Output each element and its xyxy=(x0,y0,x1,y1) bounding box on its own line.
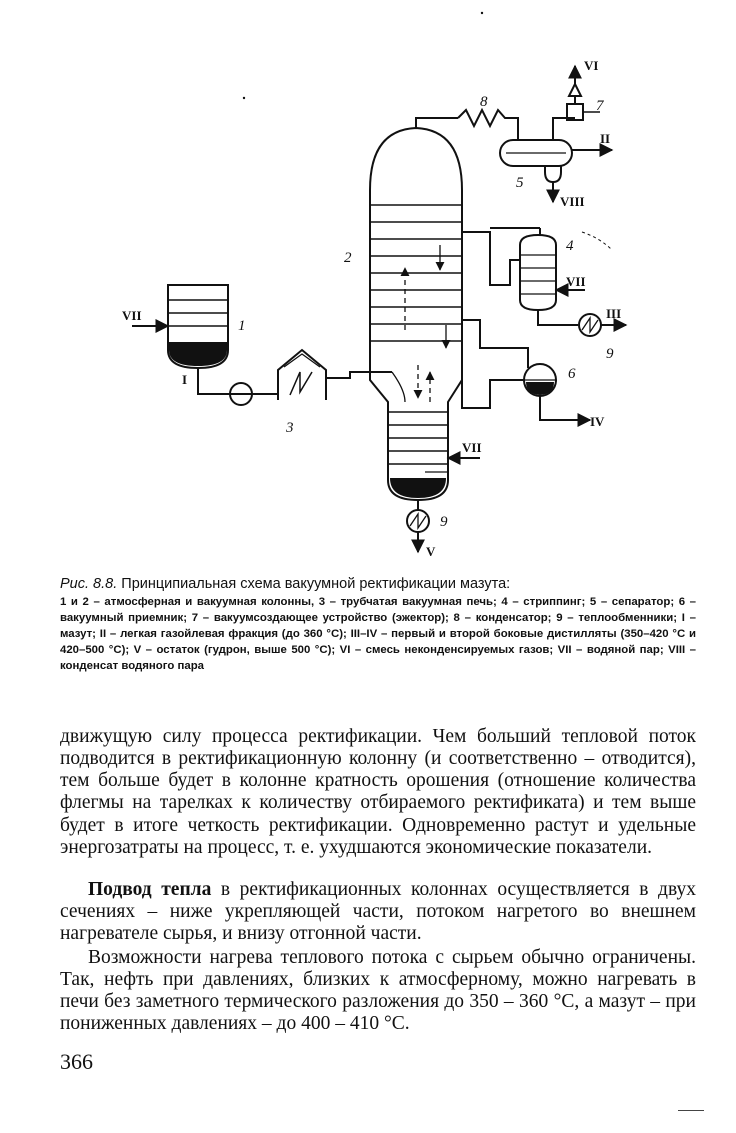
stream-VII-bottom: VII xyxy=(462,440,482,455)
label-8: 8 xyxy=(480,94,488,110)
stream-IV: IV xyxy=(590,414,605,429)
atmospheric-column xyxy=(168,285,228,368)
caption-title-line xyxy=(60,574,696,594)
stream-II: II xyxy=(600,131,611,146)
ejector xyxy=(567,66,583,120)
paragraph-2-text: в ректификационных колоннах осуществляется в двух сечениях – ниже укрепляющей части, потоком нагретого во внешнем нагревателе сырья, и внизу отгонной части. xyxy=(60,878,696,945)
heat-exchanger-bottom xyxy=(407,510,429,532)
stream-I: I xyxy=(182,372,188,387)
label-7: 7 xyxy=(596,98,604,114)
stream-VII-left: VII xyxy=(122,308,142,323)
separator xyxy=(500,140,572,202)
stream-VIII: VIII xyxy=(560,194,585,209)
stream-VII-stripper: VII xyxy=(566,274,586,289)
stream-VI: VI xyxy=(584,58,599,73)
label-6: 6 xyxy=(568,366,576,382)
stream-V: V xyxy=(426,544,436,559)
label-2: 2 xyxy=(344,250,352,266)
label-9-upper: 9 xyxy=(606,346,614,362)
corner-mark xyxy=(678,1110,704,1111)
heat-exchanger-upper xyxy=(579,314,601,336)
caption-legend: 1 и 2 – атмосферная и вакуумная колонны, 3 – трубчатая вакуумная печь; 4 – стриппинг; 5 – сепаратор; 6 – вакуумный приемник; 7 – вакуумсоздающее устройство (эжектор); 8 – конденсатор; 9 – теплообменники; I – мазут; II – легкая газойлевая фракция (до 360 °C); III–IV – первый и второй боковые дистилляты (350–420 °C и 420–500 °C); V – остаток (гудрон, выше 500 °C); VI – смесь неконденсируемых газов; VII – водяной пар; VIII – конденсат водяного пара xyxy=(60,596,696,672)
label-3: 3 xyxy=(286,420,294,436)
label-9-lower: 9 xyxy=(440,514,448,530)
stripper xyxy=(520,235,556,310)
stream-III: III xyxy=(606,306,622,321)
page-number: 366 xyxy=(60,1049,93,1074)
vacuum-receiver xyxy=(524,364,556,396)
figure-caption xyxy=(60,574,696,674)
paragraph-2 xyxy=(60,879,696,946)
caption-prefix: Рис. 8.8. xyxy=(60,576,118,592)
label-1: 1 xyxy=(238,318,246,334)
paragraph-3: Возможности нагрева теплового потока с сырьем обычно ограничены. Так, нефть при давлениях, близких к атмосферному, можно нагревать в печи без заметного термического разложения до 350 – 360 °C, а мазут – при пониженных давлениях – до 400 – 410 °C. xyxy=(60,946,696,1035)
condenser-coil xyxy=(458,110,518,140)
paragraph-1: движущую силу процесса ректификации. Чем больший тепловой поток подводится в ректификационную колонну (и соответственно – отводится), тем больше будет в колонне кратность орошения (отношение количества флегмы на тарелках к количеству отбираемого ректификата) и тем выше будет в итоге четкость ректификации. Одновременно растут и удельные энергозатраты на процесс, т. е. ухудшаются экономические показатели. xyxy=(60,725,696,858)
tubular-furnace xyxy=(278,350,326,400)
label-4: 4 xyxy=(566,238,574,254)
vacuum-column xyxy=(370,128,462,500)
pump xyxy=(230,383,252,405)
label-5: 5 xyxy=(516,175,524,191)
caption-title: Принципиальная схема вакуумной ректификации мазута: xyxy=(121,576,511,592)
paragraph-2-lead: Подвод тепла xyxy=(88,878,212,900)
